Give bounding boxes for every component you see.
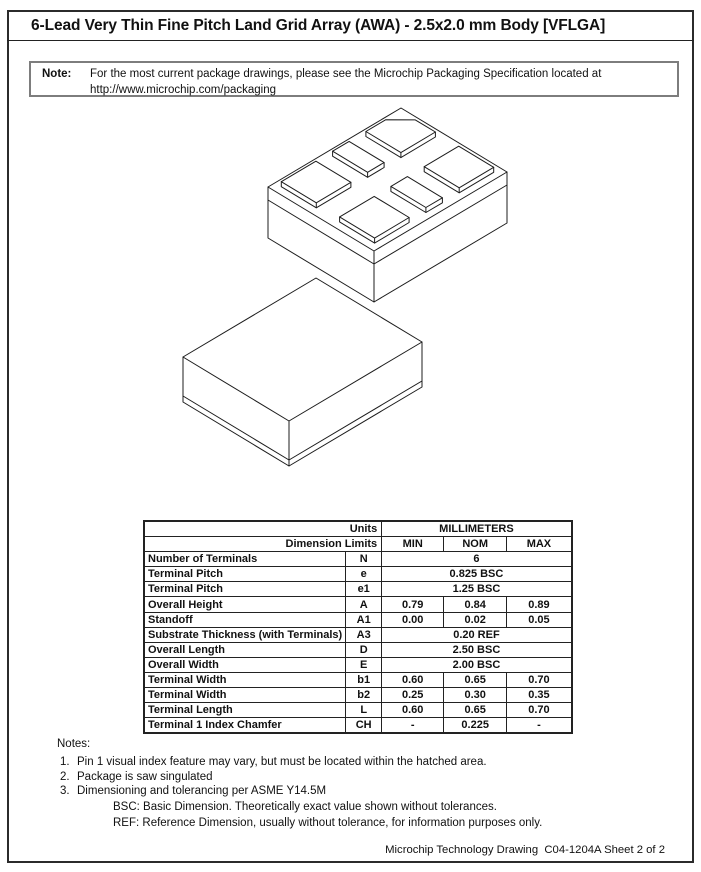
dim-max: 0.70 (507, 703, 572, 718)
table-row (144, 627, 572, 642)
note-item-number: 3. (60, 785, 70, 797)
units-label: Units (144, 521, 382, 537)
note-item-number: 1. (60, 756, 70, 768)
dim-nom: 0.84 (444, 597, 507, 612)
note-subitem-bsc: BSC: Basic Dimension. Theoretically exact value shown without tolerances. (113, 801, 497, 813)
dim-name: Terminal Pitch (144, 567, 346, 582)
package-bottom-view-drawing (268, 108, 507, 302)
note-item-3 (60, 785, 326, 797)
dim-value: 0.20 REF (382, 627, 572, 642)
table-row (144, 597, 572, 612)
dim-nom: 0.30 (444, 688, 507, 703)
dim-symbol: b1 (346, 672, 382, 687)
dim-max: - (507, 718, 572, 734)
dimensions-table (143, 520, 573, 734)
dim-symbol: e (346, 567, 382, 582)
table-row (144, 718, 572, 734)
table-row (144, 612, 572, 627)
note-url-link[interactable]: http://www.microchip.com/packaging (90, 83, 276, 96)
dim-name: Terminal Width (144, 688, 346, 703)
dim-value: 1.25 BSC (382, 582, 572, 597)
dim-max: 0.35 (507, 688, 572, 703)
note-text: For the most current package drawings, please see the Microchip Packaging Specification located at (90, 68, 602, 80)
dim-min: 0.60 (382, 703, 444, 718)
dim-symbol: CH (346, 718, 382, 734)
note-item-2 (60, 771, 213, 783)
table-row (144, 657, 572, 672)
dim-symbol: e1 (346, 582, 382, 597)
units-value: MILLIMETERS (382, 521, 572, 537)
table-row (144, 552, 572, 567)
dim-value: 6 (382, 552, 572, 567)
note-item-number: 2. (60, 770, 70, 783)
dim-nom: 0.225 (444, 718, 507, 734)
note-item-text: Pin 1 visual index feature may vary, but must be located within the hatched area. (77, 756, 487, 768)
table-row (144, 688, 572, 703)
dim-name: Substrate Thickness (with Terminals) (144, 627, 346, 642)
notes-heading: Notes: (57, 738, 91, 750)
dim-min: - (382, 718, 444, 734)
table-header-row (144, 537, 572, 552)
dim-value: 0.825 BSC (382, 567, 572, 582)
dim-symbol: A1 (346, 612, 382, 627)
max-header: MAX (507, 537, 572, 552)
dim-symbol: A (346, 597, 382, 612)
table-row (144, 582, 572, 597)
nom-header: NOM (444, 537, 507, 552)
table-row (144, 703, 572, 718)
dim-name: Standoff (144, 612, 346, 627)
dim-name: Terminal Pitch (144, 582, 346, 597)
note-item-text: Dimensioning and tolerancing per ASME Y14.5M (77, 785, 327, 797)
dim-min: 0.25 (382, 688, 444, 703)
note-subitem-ref: REF: Reference Dimension, usually without tolerance, for information purposes only. (113, 817, 543, 829)
table-header-row (144, 521, 572, 537)
dim-name: Terminal Length (144, 703, 346, 718)
dim-symbol: L (346, 703, 382, 718)
dimension-limits-label: Dimension Limits (144, 537, 382, 552)
dim-symbol: N (346, 552, 382, 567)
dim-symbol: A3 (346, 627, 382, 642)
package-body-outline (183, 278, 422, 466)
table-row (144, 672, 572, 687)
dim-min: 0.79 (382, 597, 444, 612)
dim-symbol: E (346, 657, 382, 672)
dim-min: 0.00 (382, 612, 444, 627)
dim-nom: 0.65 (444, 703, 507, 718)
dim-value: 2.50 BSC (382, 642, 572, 657)
package-top-view-drawing (183, 278, 422, 466)
dim-value: 2.00 BSC (382, 657, 572, 672)
table-row (144, 642, 572, 657)
table-row (144, 567, 572, 582)
dim-nom: 0.02 (444, 612, 507, 627)
dim-max: 0.89 (507, 597, 572, 612)
note-label: Note: (42, 68, 72, 80)
dim-min: 0.60 (382, 672, 444, 687)
dim-name: Terminal Width (144, 672, 346, 687)
dim-name: Terminal 1 Index Chamfer (144, 718, 346, 734)
page-title: 6-Lead Very Thin Fine Pitch Land Grid Array (AWA) - 2.5x2.0 mm Body [VFLGA] (31, 17, 606, 34)
dim-max: 0.05 (507, 612, 572, 627)
dim-nom: 0.65 (444, 672, 507, 687)
note-item-text: Package is saw singulated (77, 770, 213, 783)
dim-max: 0.70 (507, 672, 572, 687)
dim-name: Number of Terminals (144, 552, 346, 567)
dim-name: Overall Height (144, 597, 346, 612)
footer-drawing-number: Microchip Technology Drawing C04-1204A Sheet 2 of 2 (385, 844, 665, 856)
note-item-1 (60, 756, 487, 768)
dim-symbol: D (346, 642, 382, 657)
min-header: MIN (382, 537, 444, 552)
dim-symbol: b2 (346, 688, 382, 703)
dim-name: Overall Length (144, 642, 346, 657)
dim-name: Overall Width (144, 657, 346, 672)
